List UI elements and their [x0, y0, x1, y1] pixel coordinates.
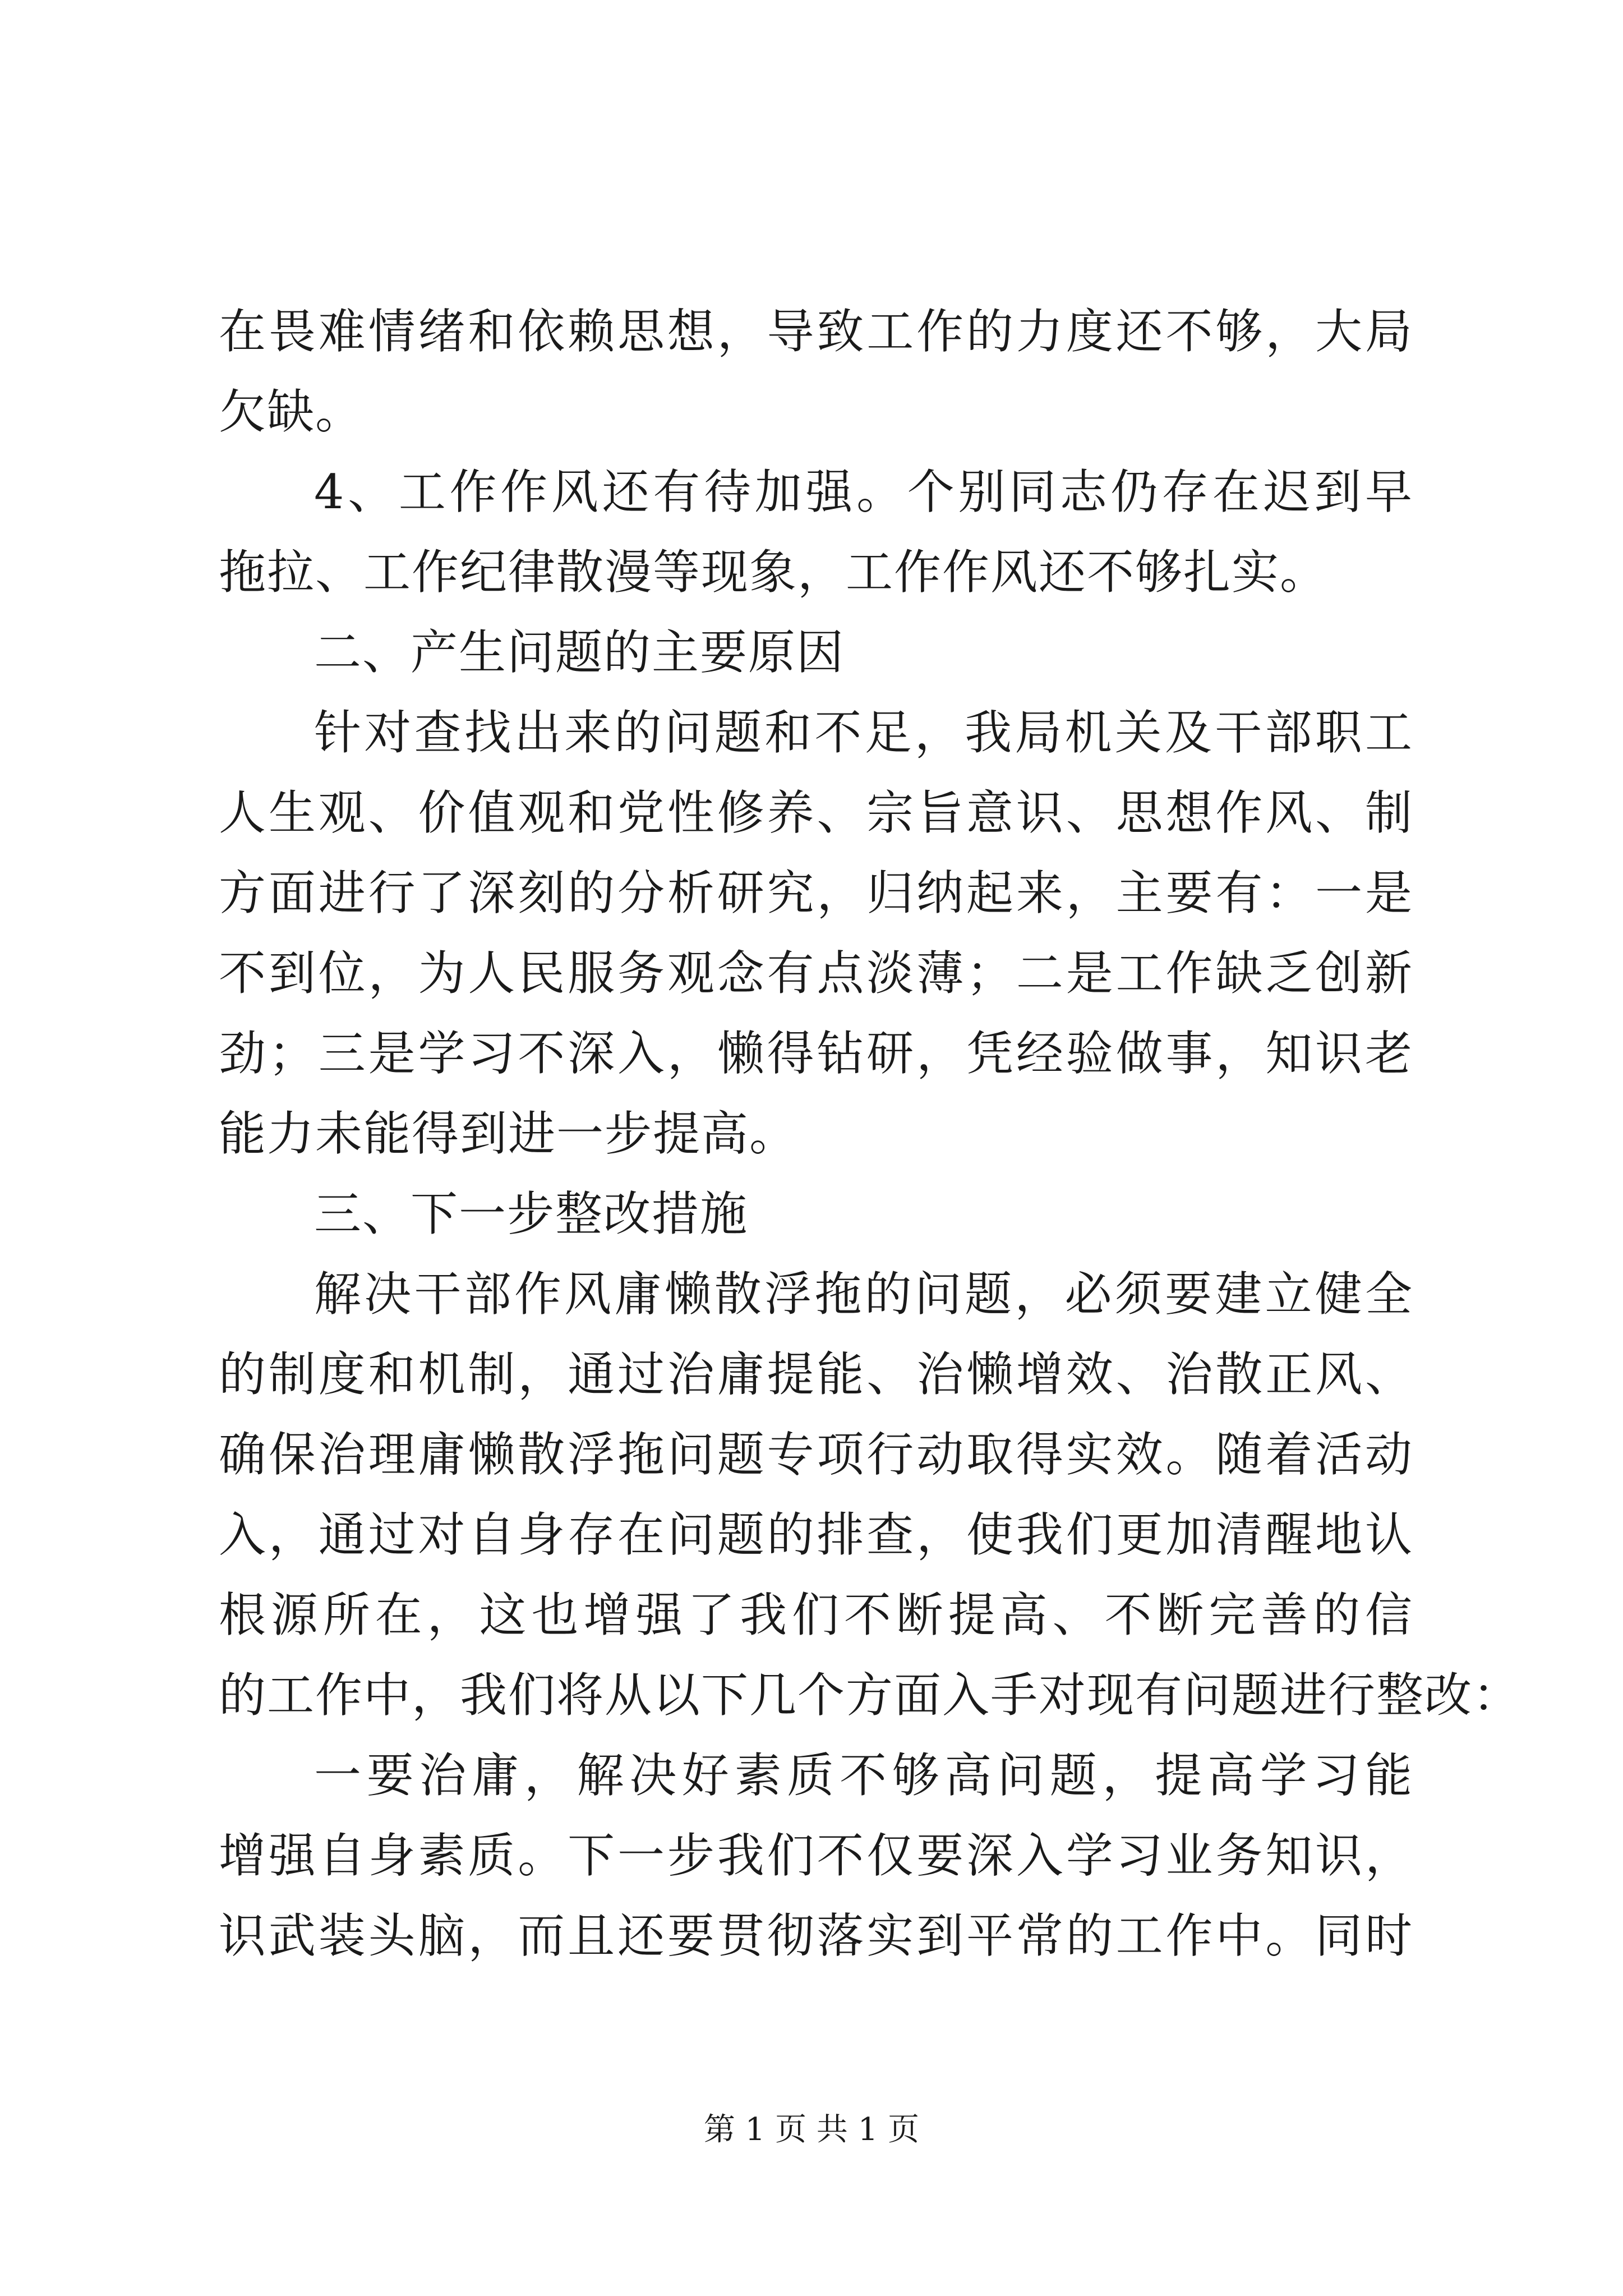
text-line: 根源所在，这也增强了我们不断提高、不断完善的信 — [219, 1588, 1413, 1642]
text-line: 确保治理庸懒散浮拖问题专项行动取得实效。随着活动 — [219, 1427, 1413, 1482]
text-line: 解决干部作风庸懒散浮拖的问题，必须要建立健全 — [314, 1267, 1413, 1322]
text-line: 方面进行了深刻的分析研究，归纳起来，主要有：一是 — [219, 866, 1413, 921]
page-number-label: 第 1 页 共 1 页 — [703, 2111, 920, 2148]
text-line: 一要治庸，解决好素质不够高问题，提高学习能 — [314, 1748, 1413, 1803]
text-line: 入，通过对自身存在问题的排查，使我们更加清醒地认 — [219, 1507, 1413, 1562]
text-line: 的工作中，我们将从以下几个方面入手对现有问题进行整改： — [219, 1668, 1521, 1723]
document-body — [219, 292, 1521, 1976]
text-line: 识武装头脑，而且还要贯彻落实到平常的工作中。同时 — [219, 1908, 1413, 1963]
text-line: 欠缺。 — [219, 384, 364, 439]
text-line: 拖拉、工作纪律散漫等现象，工作作风还不够扎实。 — [219, 545, 1329, 600]
text-line: 劲；三是学习不深入，懒得钻研，凭经验做事，知识老 — [219, 1026, 1413, 1081]
text-line: 人生观、价值观和党性修养、宗旨意识、思想作风、制 — [219, 785, 1413, 840]
page-footer — [0, 2110, 1623, 2150]
section-heading: 二、产生问题的主要原因 — [314, 625, 845, 680]
text-line: 针对查找出来的问题和不足，我局机关及干部职工 — [314, 705, 1413, 760]
text-line: 不到位，为人民服务观念有点淡薄；二是工作缺乏创新 — [219, 946, 1413, 1001]
text-line: 的制度和机制，通过治庸提能、治懒增效、治散正风、 — [219, 1347, 1413, 1402]
text-line: 能力未能得到进一步提高。 — [219, 1106, 798, 1161]
text-line: 增强自身素质。下一步我们不仅要深入学习业务知识， — [219, 1828, 1413, 1883]
text-line: 4、工作作风还有待加强。个别同志仍存在迟到早 — [314, 464, 1413, 519]
text-line: 在畏难情绪和依赖思想，导致工作的力度还不够，大局 — [219, 304, 1413, 359]
section-heading: 三、下一步整改措施 — [314, 1186, 749, 1241]
